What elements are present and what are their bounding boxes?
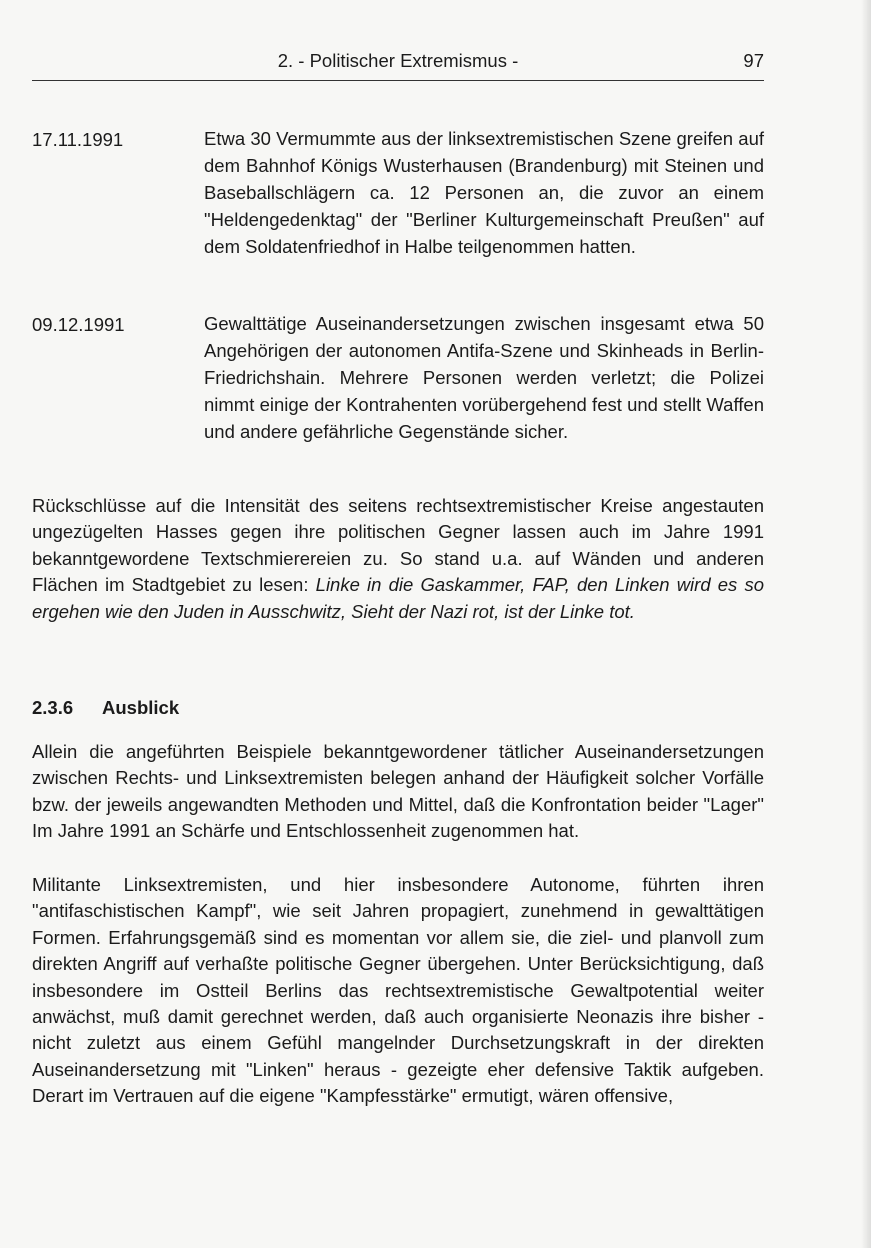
body-paragraph: Allein die angeführten Beispiele bekanntgewordener tätlicher Auseinandersetzungen zwischen Rechts- und Linksextremisten belegen anhand der Häufigkeit solcher Vorfälle bzw. der jeweils angewandten Methoden und Mittel, daß die Konfrontation beider "Lager" Im Jahre 1991 an Schärfe und Entschlossenheit zugenommen hat. xyxy=(32,741,764,842)
body-paragraph: Militante Linksextremisten, und hier insbesondere Autonome, führten ihren "antifaschistischen Kampf", wie seit Jahren propagiert, zunehmend in gewalttätigen Formen. Erfahrungsgemäß sind es momentan vor allem sie, die ziel- und planvoll zum direkten Angriff auf verhaßte politische Gegner übergehen. Unter Berücksichtigung, daß insbesondere im Ostteil Berlins das rechtsextremistische Gewaltpotential weiter anwächst, muß damit gerechnet werden, daß auch organisierte Neonazis ihre bisher - nicht zuletzt aus einem Gefühl mangelnder Durchsetzungskraft in der direkten Auseinandersetzung mit "Linken" heraus - gezeigte eher defensive Taktik aufgeben. Derart im Vertrauen auf die eigene "Kampfesstärke" ermutigt, wären offensive, xyxy=(32,874,764,1107)
entry-text: Gewalttätige Auseinandersetzungen zwischen insgesamt etwa 50 Angehörigen der autonomen Antifa-Szene und Skinheads in Berlin-Friedrichshain. Mehrere Personen werden verletzt; die Polizei nimmt einige der Kontrahenten vorübergehend fest und stellt Waffen und andere gefährliche Gegenstände sicher. xyxy=(204,313,764,442)
chronology-entry xyxy=(32,311,764,473)
page-number: 97 xyxy=(743,50,764,71)
body-paragraph xyxy=(32,493,764,625)
section-heading xyxy=(32,697,179,719)
section-number: 2.3.6 xyxy=(32,697,74,718)
header-title: 2. - Politischer Extremismus - xyxy=(277,50,519,71)
page-header xyxy=(32,46,764,81)
paragraph-text: Rückschlüsse auf die Intensität des seitens rechtsextremistischer Kreise angestauten ungezügelten Hasses gegen ihre politischen Gegner lassen auch im Jahre 1991 bekanntgewordene Textschmierereien zu. So stand u.a. auf Wänden und anderen Flächen im Stadtgebiet zu lesen: xyxy=(32,495,764,596)
section-title: Ausblick xyxy=(102,697,180,718)
entry-date: 17.11.1991 xyxy=(32,129,124,150)
page-edge-shadow xyxy=(861,0,871,1248)
chronology-entry xyxy=(32,126,764,288)
quoted-slogans: Linke in die Gaskammer, FAP, den Linken wird es so ergehen wie den Juden in Ausschwitz, Sieht der Nazi rot, ist der Linke tot. xyxy=(32,574,765,622)
entry-date: 09.12.1991 xyxy=(32,314,125,335)
entry-text: Etwa 30 Vermummte aus der linksextremistischen Szene greifen auf dem Bahnhof Königs Wusterhausen (Brandenburg) mit Steinen und Baseballschlägern ca. 12 Personen an, die zuvor an einem "Heldengedenktag" der "Berliner Kulturgemeinschaft Preußen" auf dem Soldatenfriedhof in Halbe teilgenommen hatten. xyxy=(204,128,764,257)
